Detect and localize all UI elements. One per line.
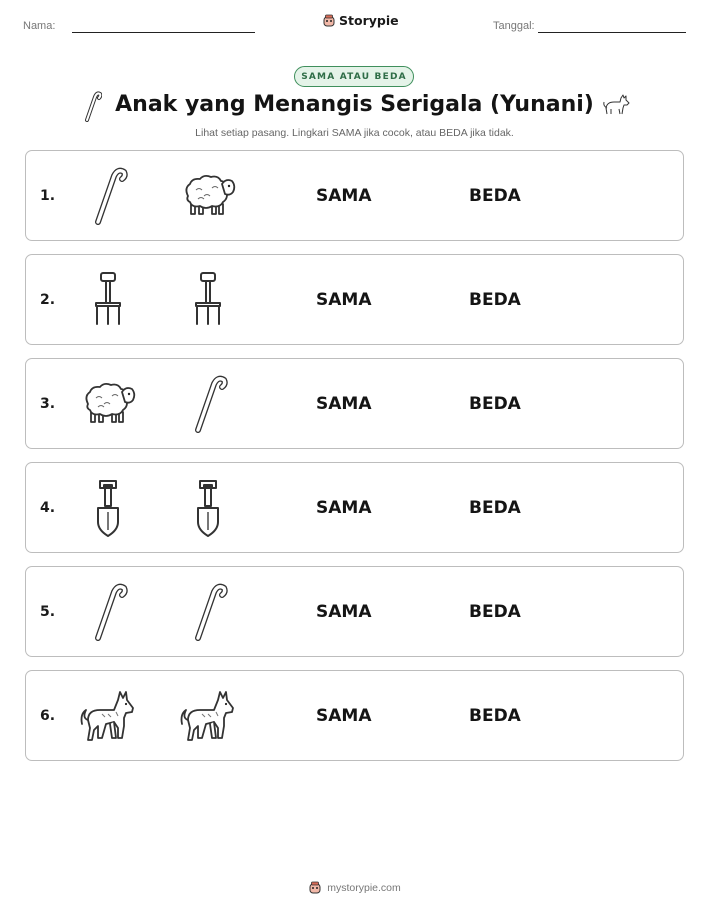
option-different[interactable]: BEDA — [469, 498, 521, 518]
option-same[interactable]: SAMA — [316, 290, 372, 310]
brand-name: Storypie — [339, 13, 399, 28]
question-row — [25, 150, 684, 241]
option-different[interactable]: BEDA — [469, 602, 521, 622]
date-line[interactable] — [538, 32, 686, 33]
brand-logo — [322, 13, 399, 28]
storypie-logo-icon — [308, 881, 322, 895]
activity-badge: SAMA ATAU BEDA — [294, 66, 414, 87]
option-same[interactable]: SAMA — [316, 186, 372, 206]
wolf-icon — [600, 91, 632, 121]
date-label: Tanggal: — [493, 20, 535, 32]
option-same[interactable]: SAMA — [316, 498, 372, 518]
option-different[interactable]: BEDA — [469, 394, 521, 414]
shovel-icon — [78, 478, 138, 538]
page-title: Anak yang Menangis Serigala (Yunani) — [115, 92, 594, 117]
footer — [0, 881, 709, 895]
option-different[interactable]: BEDA — [469, 706, 521, 726]
storypie-logo-icon — [322, 14, 336, 28]
pitchfork-icon — [78, 270, 138, 330]
staff-icon — [178, 374, 238, 434]
sheep-icon — [78, 374, 138, 434]
pitchfork-icon — [178, 270, 238, 330]
shovel-icon — [178, 478, 238, 538]
option-same[interactable]: SAMA — [316, 706, 372, 726]
option-same[interactable]: SAMA — [316, 394, 372, 414]
question-row — [25, 358, 684, 449]
option-same[interactable]: SAMA — [316, 602, 372, 622]
wolf-icon — [78, 686, 138, 746]
question-row — [25, 566, 684, 657]
question-number: 5. — [40, 604, 56, 620]
question-number: 3. — [40, 396, 56, 412]
question-number: 4. — [40, 500, 56, 516]
name-label: Nama: — [23, 20, 56, 32]
name-line[interactable] — [72, 32, 255, 33]
sheep-icon — [178, 166, 238, 226]
staff-icon — [78, 582, 138, 642]
staff-icon — [78, 166, 138, 226]
question-number: 6. — [40, 708, 56, 724]
option-different[interactable]: BEDA — [469, 290, 521, 310]
staff-icon — [178, 582, 238, 642]
question-row — [25, 462, 684, 553]
instructions: Lihat setiap pasang. Lingkari SAMA jika cocok, atau BEDA jika tidak. — [195, 127, 514, 139]
wolf-icon — [178, 686, 238, 746]
question-row — [25, 254, 684, 345]
question-row — [25, 670, 684, 761]
question-number: 1. — [40, 188, 56, 204]
option-different[interactable]: BEDA — [469, 186, 521, 206]
footer-url: mystorypie.com — [327, 882, 401, 894]
question-number: 2. — [40, 292, 56, 308]
